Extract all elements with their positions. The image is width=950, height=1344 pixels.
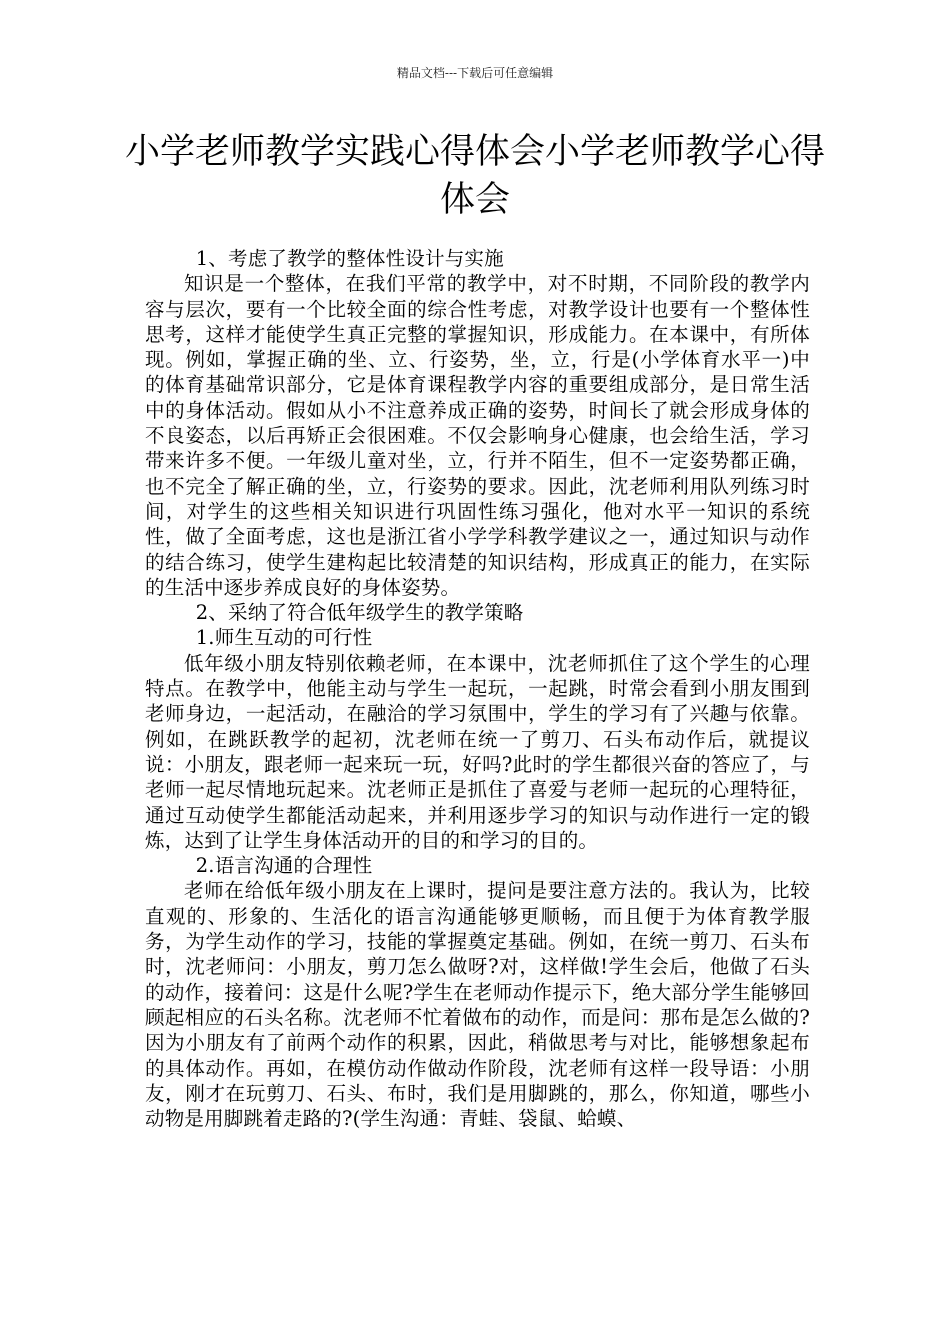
- page-header: 精品文档---下载后可任意编辑: [396, 66, 554, 80]
- body-paragraph: 低年级小朋友特别依赖老师，在本课中，沈老师抓住了这个学生的心理特点。在教学中，他能主动与学生一起玩，一起跳，时常会看到小朋友围到老师身边，一起活动，在融洽的学习氛围中，学生的学习有了兴趣与依靠。例如，在跳跃教学的起初，沈老师在统一了剪刀、石头布动作后，就提议说：小朋友，跟老师一起来玩一玩，好吗?此时的学生都很兴奋的答应了，与老师一起尽情地玩起来。沈老师正是抓住了喜爱与老师一起玩的心理特征，通过互动使学生都能活动起来，并利用逐步学习的知识与动作进行一定的锻炼，达到了让学生身体活动开的目的和学习的目的。: [145, 651, 810, 852]
- subsection-heading: 1.师生互动的可行性: [195, 626, 373, 650]
- section-heading: 1、考虑了教学的整体性设计与实施: [195, 247, 504, 270]
- document-body: [145, 246, 810, 1131]
- document-title: 小学老师教学实践心得体会小学老师教学心得体会: [124, 132, 825, 220]
- subsection-heading: 2.语言沟通的合理性: [195, 854, 373, 878]
- section-heading: 2、采纳了符合低年级学生的教学策略: [195, 601, 524, 625]
- body-paragraph: 知识是一个整体，在我们平常的教学中，对不时期，不同阶段的教学内容与层次，要有一个比较全面的综合性考虑，对教学设计也要有一个整体性思考，这样才能使学生真正完整的掌握知识，形成能力。在本课中，有所体现。例如，掌握正确的坐、立、行姿势，坐，立，行是(小学体育水平一)中的体育基础常识部分，它是体育课程教学内容的重要组成部分，是日常生活中的身体活动。假如从小不注意养成正确的姿势，时间长了就会形成身体的不良姿态，以后再矫正会很困难。不仅会影响身心健康，也会给生活，学习带来许多不便。一年级儿童对坐，立，行并不陌生，但不一定姿势都正确，也不完全了解正确的坐，立，行姿势的要求。因此，沈老师利用队列练习时间，对学生的这些相关知识进行巩固性练习强化，他对水平一知识的系统性，做了全面考虑，这也是浙江省小学学科教学建议之一，通过知识与动作的结合练习，使学生建构起比较清楚的知识结构，形成真正的能力，在实际的生活中逐步养成良好的身体姿势。: [145, 272, 810, 599]
- body-paragraph: 老师在给低年级小朋友在上课时，提问是要注意方法的。我认为，比较直观的、形象的、生活化的语言沟通能够更顺畅，而且便于为体育教学服务，为学生动作的学习，技能的掌握奠定基础。例如，在统一剪刀、石头布时，沈老师问：小朋友，剪刀怎么做呀?对，这样做!学生会后，他做了石头的动作，接着问：这是什么呢?学生在老师动作提示下，绝大部分学生能够回顾起相应的石头名称。沈老师不忙着做布的动作，而是问：那布是怎么做的?因为小朋友有了前两个动作的积累，因此，稍做思考与对比，能够想象起布的具体动作。再如，在模仿动作做动作阶段，沈老师有这样一段导语：小朋友，刚才在玩剪刀、石头、布时，我们是用脚跳的，那么，你知道，哪些小动物是用脚跳着走路的?(学生沟通：青蛙、袋鼠、蛤蟆、: [145, 879, 810, 1131]
